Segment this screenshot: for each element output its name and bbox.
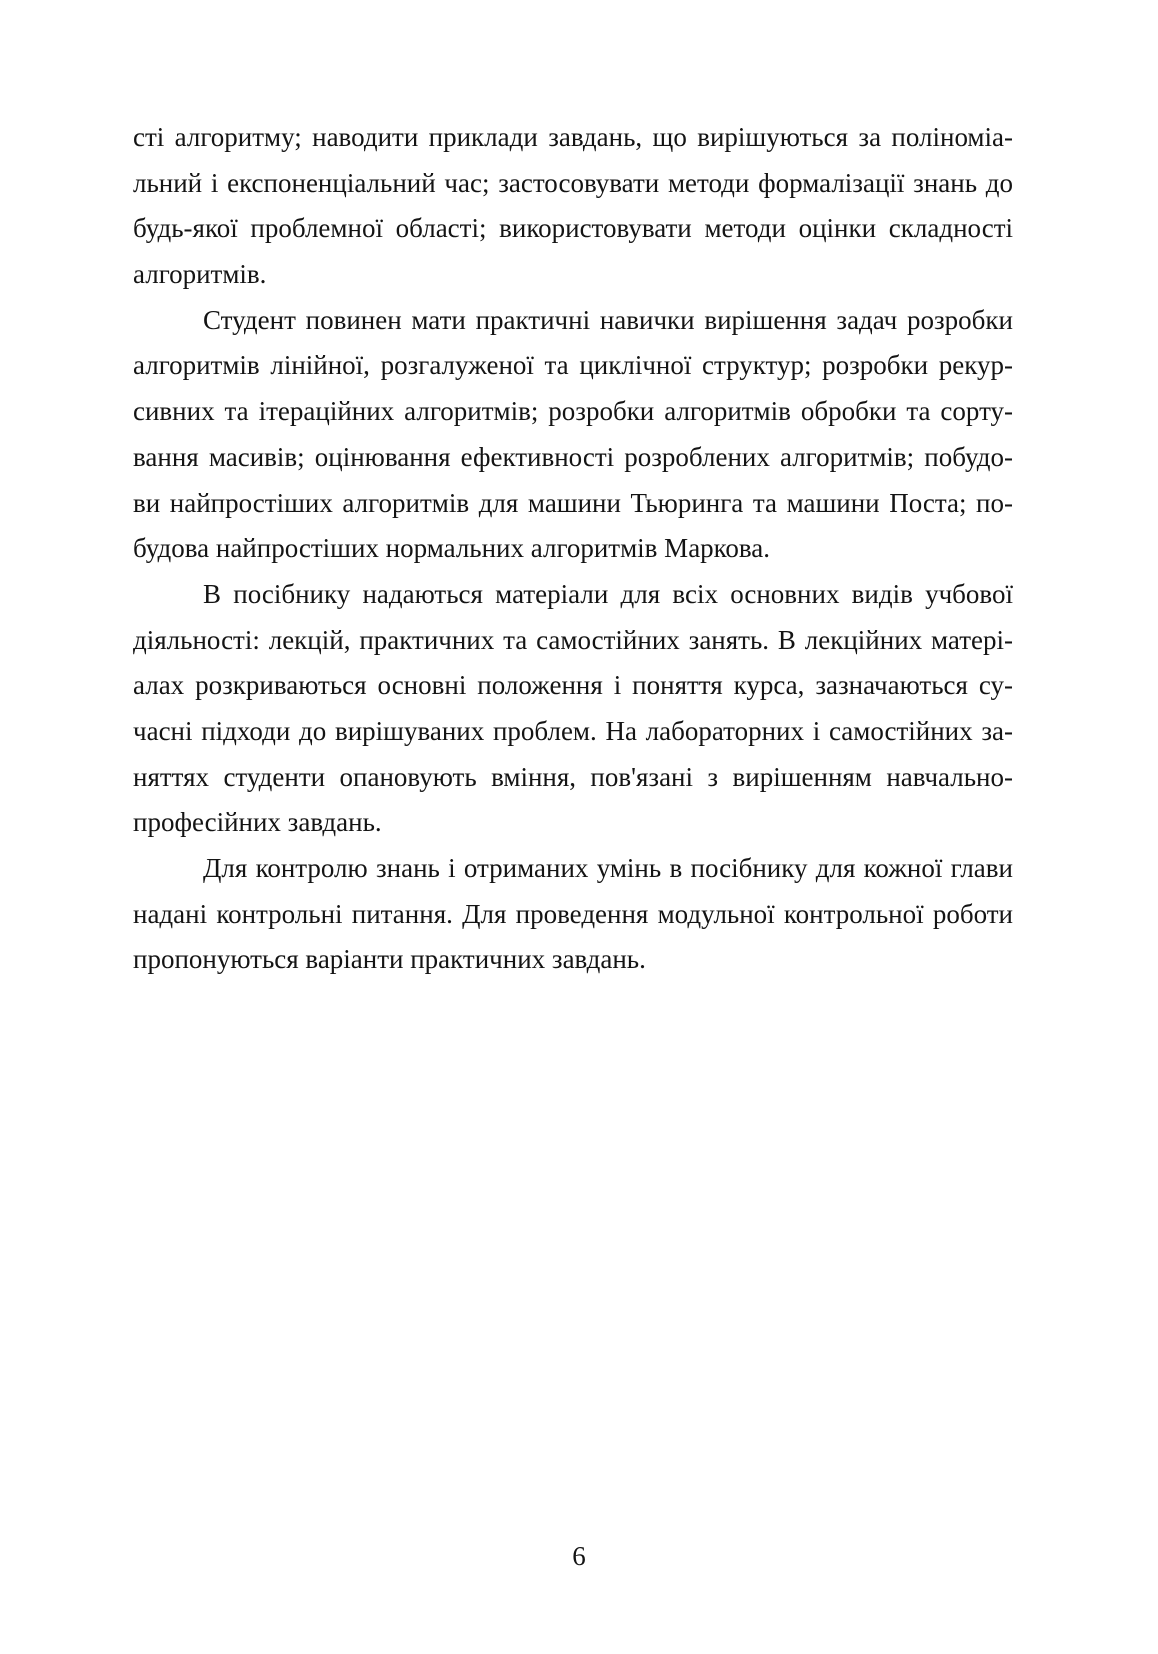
page-number: 6 — [572, 1541, 586, 1571]
text-line: діяльності: лекцій, практичних та самостійних занять. В лекційних матері- — [133, 624, 1013, 655]
text-line: будова найпростіших нормальних алгоритмів Маркова. — [133, 533, 771, 564]
text-line: надані контрольні питання. Для проведення модульної контрольної роботи — [133, 898, 1013, 929]
text-line: сті алгоритму; наводити приклади завдань, що вирішуються за поліноміа- — [133, 122, 1013, 152]
text-line: будь-якої проблемної області; використовувати методи оцінки складності — [133, 213, 1013, 244]
text-line: Студент повинен мати практичні навички вирішення задач розробки — [203, 304, 1013, 335]
body-text — [133, 115, 1013, 983]
text-line: Для контролю знань і отриманих умінь в посібнику для кожної глави — [203, 853, 1013, 883]
paragraph-materials — [133, 572, 1013, 846]
paragraph-student-skills — [133, 298, 1013, 572]
text-line: професійних завдань. — [133, 807, 382, 838]
text-line: алах розкриваються основні положення і поняття курса, зазначаються су- — [133, 670, 1013, 701]
text-line: вання масивів; оцінювання ефективності розроблених алгоритмів; побудо- — [133, 441, 1013, 472]
text-line: льний і експоненціальний час; застосовувати методи формалізації знань до — [133, 167, 1013, 198]
text-line: сивних та ітераційних алгоритмів; розробки алгоритмів обробки та сорту- — [133, 396, 1013, 427]
text-line: пропонуються варіанти практичних завдань. — [133, 944, 646, 975]
paragraph-continuation — [133, 115, 1013, 298]
text-line: часні підходи до вирішуваних проблем. На лабораторних і самостійних за- — [133, 715, 1013, 746]
paragraph-control — [133, 846, 1013, 983]
text-line: алгоритмів лінійної, розгалуженої та циклічної структур; розробки рекур- — [133, 350, 1013, 381]
text-line: ви найпростіших алгоритмів для машини Тьюринга та машини Поста; по- — [133, 487, 1013, 518]
text-line: В посібнику надаються матеріали для всіх основних видів учбової — [203, 578, 1013, 609]
text-line: няттях студенти опановують вміння, пов'язані з вирішенням навчально- — [133, 761, 1013, 792]
text-line: алгоритмів. — [133, 259, 267, 290]
